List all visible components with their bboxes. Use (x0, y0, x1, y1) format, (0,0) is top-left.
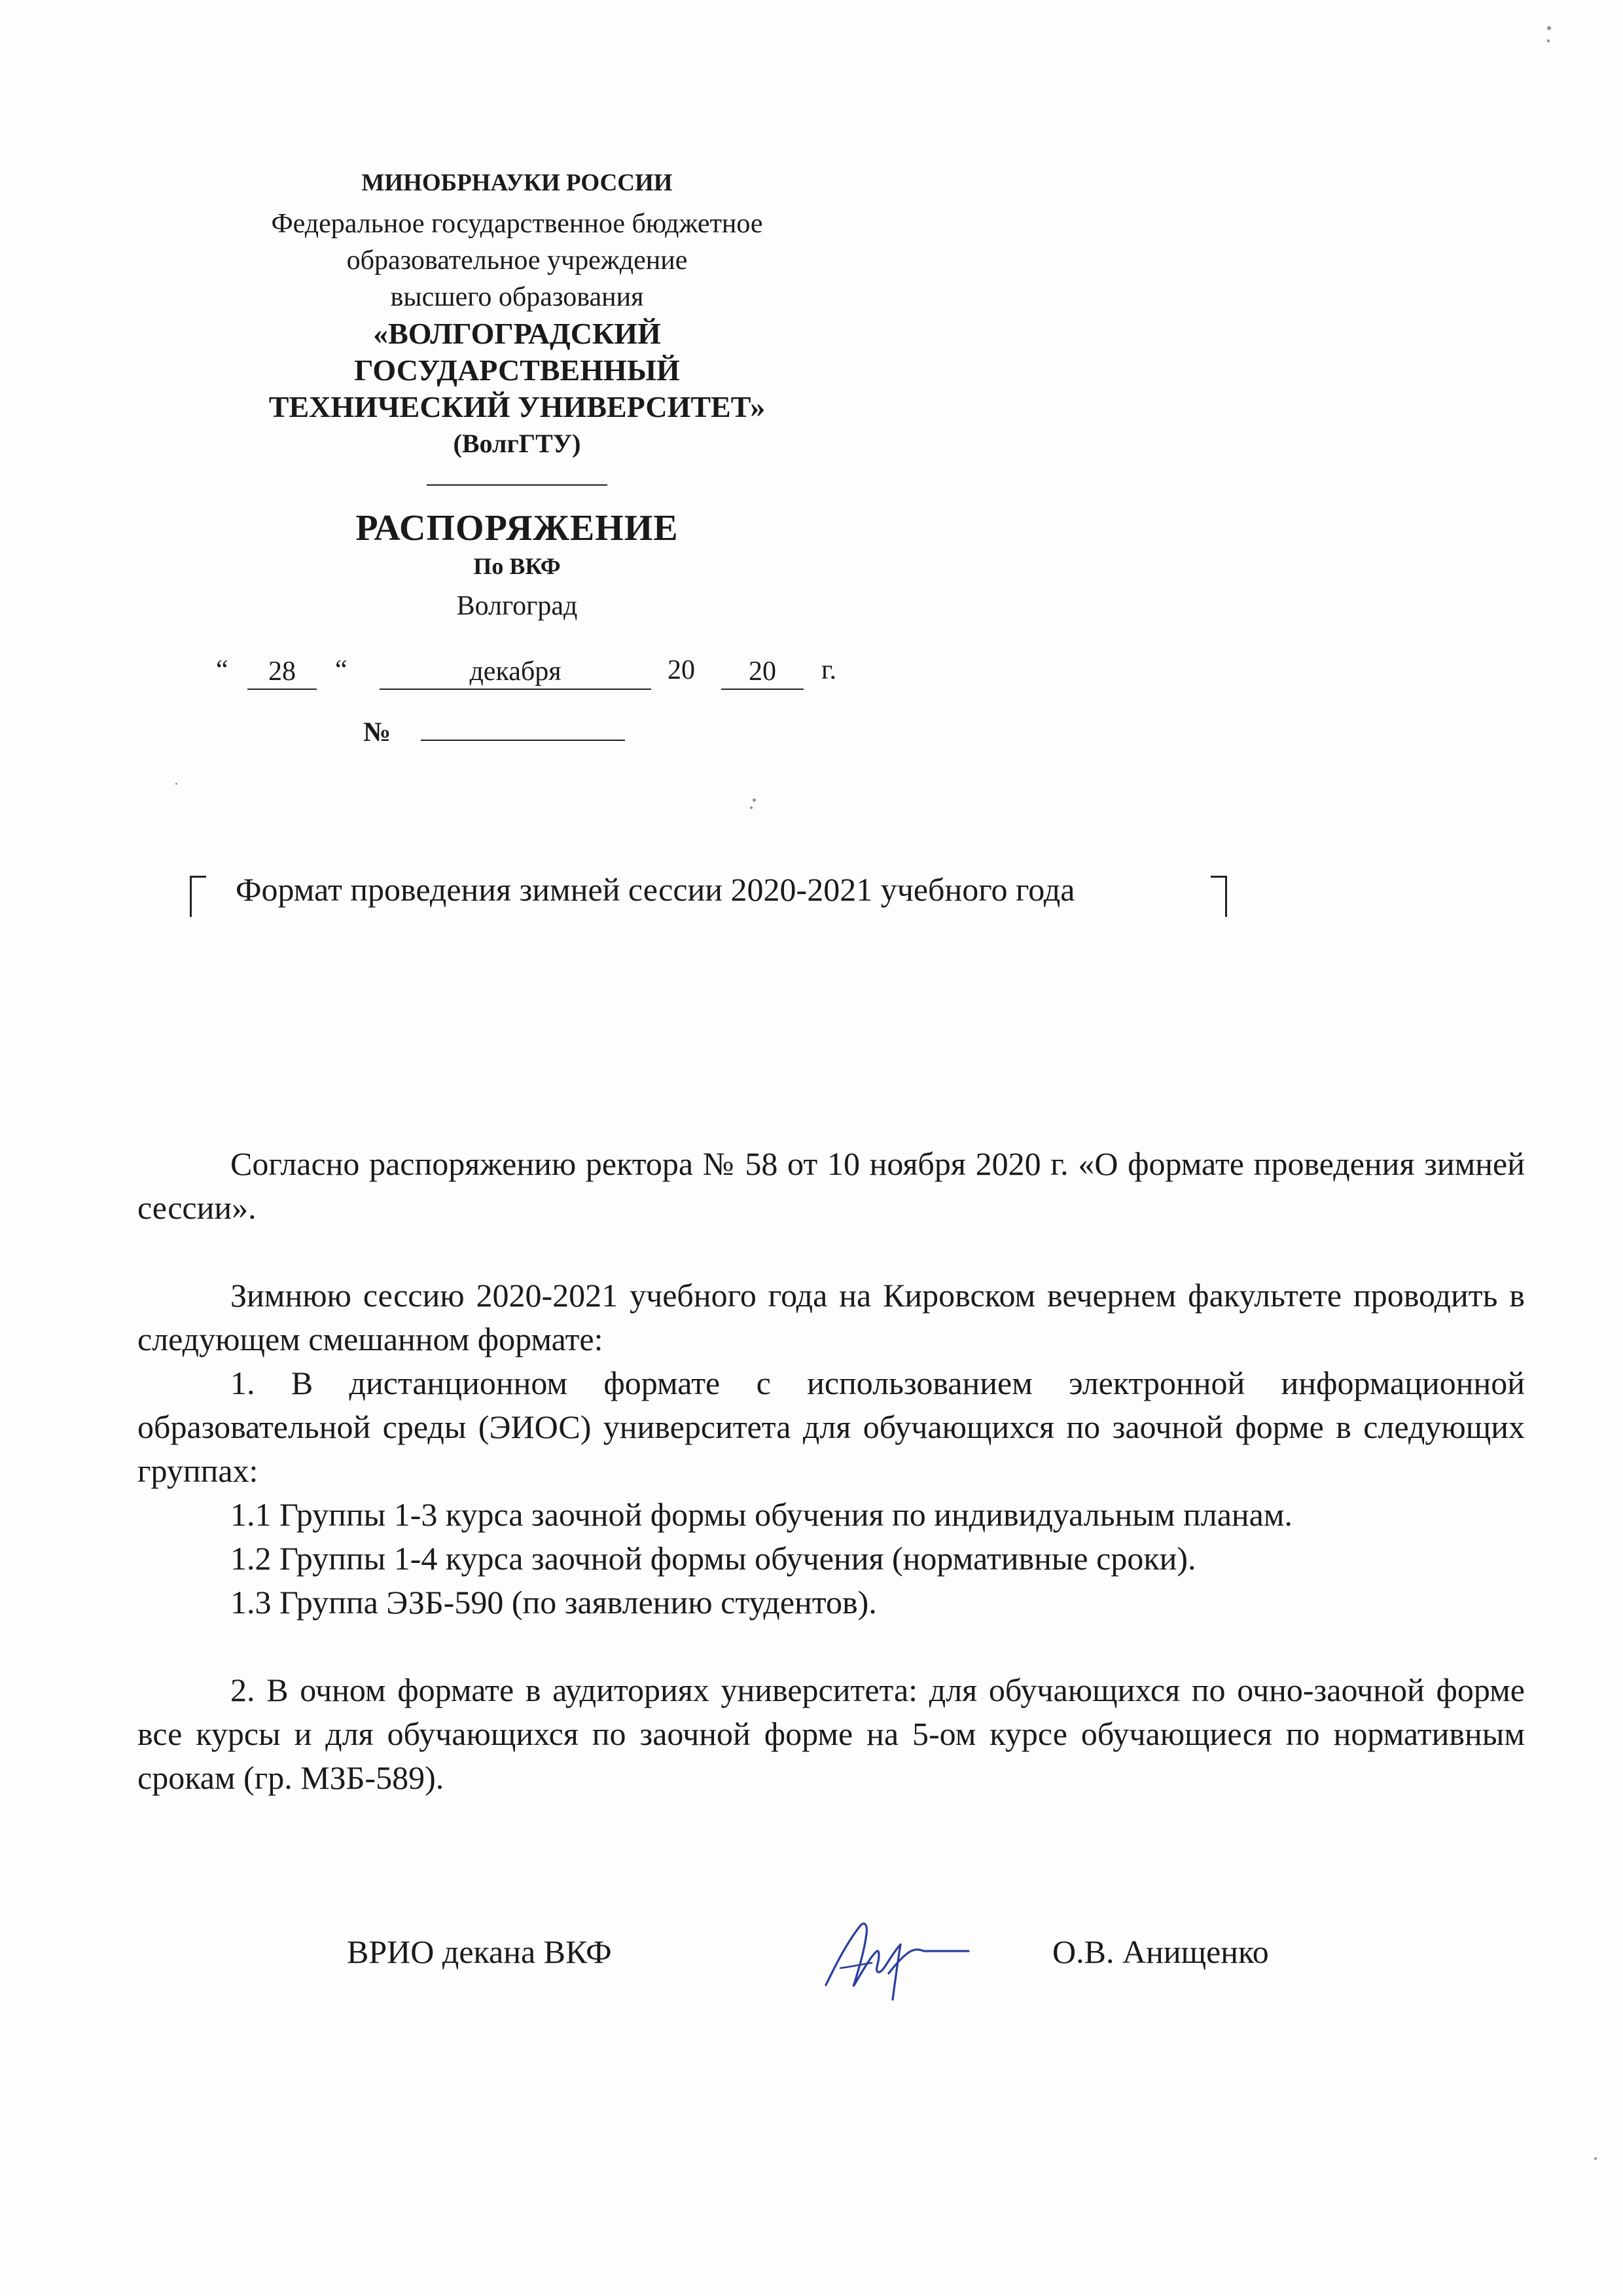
body-item-1-3: 1.3 Группа ЭЗБ-590 (по заявлению студентов). (230, 1584, 877, 1621)
university-abbreviation: (ВолгГТУ) (453, 429, 581, 458)
signature-block (0, 1908, 1623, 2039)
date-day: 28 (247, 655, 317, 690)
body-item-2: 2. В очном формате в аудиториях университета: для обучающихся по очно-заочной форме все курсы и для обучающихся по заочной форме на 5-ом курсе обучающиеся по нормативным срокам (гр. МЗБ-589). (137, 1672, 1525, 1796)
number-label: № (363, 717, 391, 747)
body-item-1: 1. В дистанционном формате с использованием электронной информационной образовательной среды (ЭИОС) университета для обучающихся по заочной форме в следующих группах: (137, 1365, 1525, 1489)
body-paragraph-decision: Зимнюю сессию 2020-2021 учебного года на Кировском вечернем факультете проводить в следующем смешанном формате: (137, 1277, 1525, 1357)
university-name (190, 315, 844, 425)
number-value (421, 740, 625, 741)
university-name-line: ГОСУДАРСТВЕННЫЙ (354, 353, 680, 387)
body-item-1-1: 1.1 Группы 1-3 курса заочной формы обучения по индивидуальным планам. (230, 1496, 1293, 1533)
signatory-role: ВРИО декана ВКФ (347, 1933, 612, 1970)
subject-bracket-right (1211, 876, 1227, 917)
document-city: Волгоград (456, 591, 578, 621)
date-year-suffix: 20 (721, 655, 804, 690)
ministry-name: МИНОБРНАУКИ РОССИИ (361, 170, 673, 196)
date-close-quote: “ (335, 655, 348, 685)
organization-line: образовательное учреждение (346, 245, 688, 276)
header-divider (427, 484, 607, 486)
document-header (190, 164, 844, 626)
date-year-abbr: г. (821, 655, 836, 685)
organization-line: высшего образования (390, 282, 644, 312)
organization-line: Федеральное государственное бюджетное (271, 209, 763, 239)
body-paragraph-basis: Согласно распоряжению ректора № 58 от 10 ноября 2020 г. «О формате проведения зимней сессии». (137, 1145, 1525, 1226)
date-month: декабря (380, 655, 651, 690)
document-type: РАСПОРЯЖЕНИЕ (355, 508, 679, 548)
date-century: 20 (668, 655, 695, 685)
document-scope: По ВКФ (473, 553, 561, 579)
date-open-quote: “ (216, 655, 228, 685)
organization-type (190, 206, 844, 315)
signatory-name: О.В. Анищенко (1052, 1933, 1269, 1970)
document-body (137, 1142, 1525, 1800)
handwritten-signature (812, 1908, 975, 2006)
subject-bracket-left (190, 876, 206, 917)
body-item-1-2: 1.2 Группы 1-4 курса заочной формы обучения (нормативные сроки). (230, 1540, 1196, 1577)
university-name-line: «ВОЛГОГРАДСКИЙ (373, 317, 661, 350)
university-name-line: ТЕХНИЧЕСКИЙ УНИВЕРСИТЕТ» (268, 390, 766, 423)
subject-text: Формат проведения зимней сессии 2020-2021 учебного года (236, 871, 1075, 908)
